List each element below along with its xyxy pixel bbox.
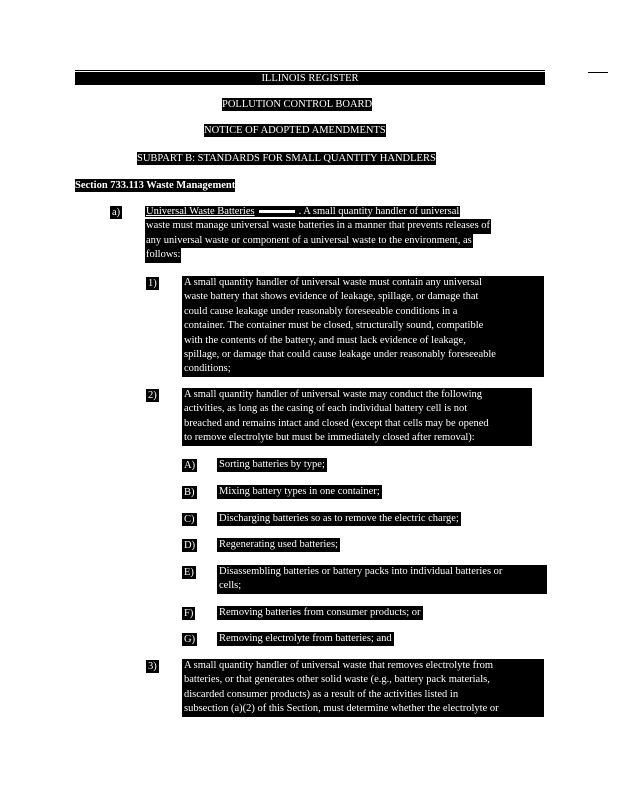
item-3-line: batteries, or that generates other solid waste (e.g., battery pack materials, xyxy=(184,674,490,686)
item-3-line: A small quantity handler of universal waste that removes electrolyte from xyxy=(184,660,494,671)
margin-mark xyxy=(588,72,608,73)
item-1-label: 1) xyxy=(148,278,157,289)
item-2-line: activities, as long as the casing of each individual battery cell is not xyxy=(184,403,468,415)
item-1-line: waste battery that shows evidence of leakage, spillage, or damage that xyxy=(184,291,479,303)
item-3-label: 3) xyxy=(148,661,157,672)
subpart-title: SUBPART B: STANDARDS FOR SMALL QUANTITY HANDLERS xyxy=(137,153,436,164)
subitem-d-text: Regenerating used batteries; xyxy=(217,538,340,552)
subitem-e-line: Disassembling batteries or battery packs into individual batteries or xyxy=(219,566,503,577)
section-heading: Section 733.113 Waste Management xyxy=(75,180,236,191)
item-a-title: Universal Waste Batteries xyxy=(146,206,255,217)
item-2-line: A small quantity handler of universal waste may conduct the following xyxy=(184,389,483,400)
register-title: ILLINOIS REGISTER xyxy=(75,72,545,85)
item-a-text xyxy=(145,205,542,263)
subitem-f-label: F) xyxy=(184,608,194,619)
item-3-text xyxy=(182,659,544,717)
subitem-e-text xyxy=(217,565,547,594)
subitem-b-text: Mixing battery types in one container; xyxy=(217,485,382,499)
subitem-c-label: C) xyxy=(184,514,195,525)
subitem-a-text: Sorting batteries by type; xyxy=(217,458,327,472)
subitem-a-label: A) xyxy=(184,460,196,471)
item-a-line: any universal waste or component of a universal waste to the environment, as xyxy=(145,234,473,248)
item-1-text xyxy=(182,276,544,377)
item-2-text xyxy=(182,388,532,446)
item-3-line: discarded consumer products) as a result of the activities listed in xyxy=(184,688,459,700)
subitem-g-label: G) xyxy=(184,634,196,645)
subitem-b-label: B) xyxy=(184,487,195,498)
item-1-line: spillage, or damage that could cause leakage under reasonably foreseeable xyxy=(184,349,496,361)
redaction-mark xyxy=(259,210,295,213)
board-title: POLLUTION CONTROL BOARD xyxy=(222,99,373,110)
item-3-line: subsection (a)(2) of this Section, must determine whether the electrolyte or xyxy=(184,703,499,715)
item-2-line: breached and remains intact and closed (except that cells may be opened xyxy=(184,417,489,429)
subitem-d-label: D) xyxy=(184,540,196,551)
subitem-c-text: Discharging batteries so as to remove the electric charge; xyxy=(217,512,461,526)
subitem-g-text: Removing electrolyte from batteries; and xyxy=(217,632,394,646)
item-2-line: to remove electrolyte but must be immediately closed after removal): xyxy=(184,432,475,444)
item-2-label: 2) xyxy=(148,390,157,401)
subitem-f-text: Removing batteries from consumer products; or xyxy=(217,606,423,620)
item-a-label: a) xyxy=(112,207,121,218)
subitem-e-label: E) xyxy=(184,567,194,578)
item-1-line: could cause leakage under reasonably foreseeable conditions in a xyxy=(184,305,458,317)
item-1-line: with the contents of the battery, and must lack evidence of leakage, xyxy=(184,334,466,346)
item-a-text-first: . A small quantity handler of universal xyxy=(298,206,460,217)
notice-title: NOTICE OF ADOPTED AMENDMENTS xyxy=(204,125,386,136)
item-a-line: waste must manage universal waste batteries in a manner that prevents releases of xyxy=(145,219,491,233)
item-a-line: follows: xyxy=(145,248,181,262)
header-rule xyxy=(75,70,545,71)
item-1-line: conditions; xyxy=(184,363,231,375)
item-1-line: A small quantity handler of universal waste must contain any universal xyxy=(184,277,483,288)
item-1-line: container. The container must be closed, structurally sound, compatible xyxy=(184,320,484,332)
subitem-e-line: cells; xyxy=(219,580,242,592)
